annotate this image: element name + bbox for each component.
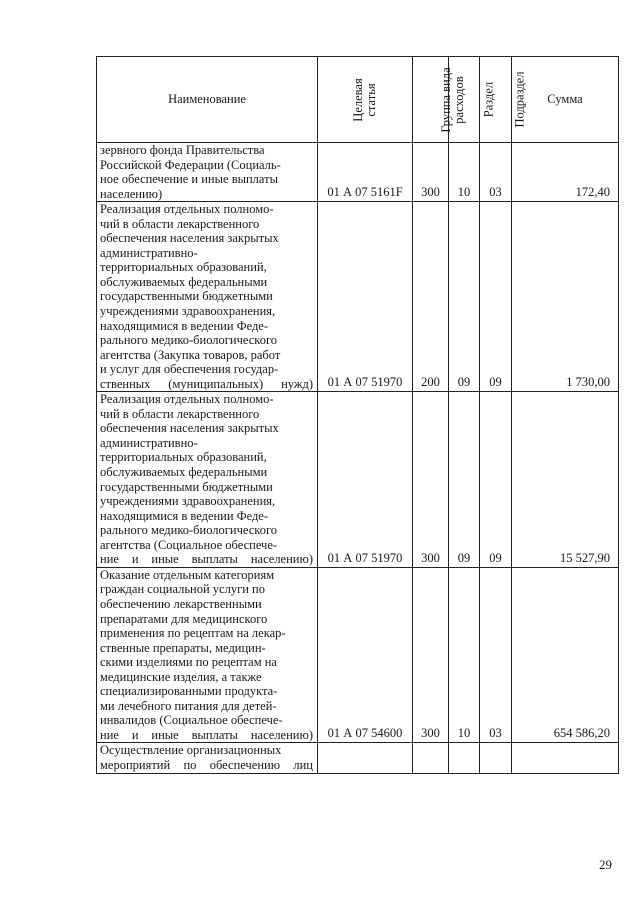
cell-subsection [480,743,512,773]
cell-section: 10 [449,143,480,202]
cell-subsection: 03 [480,143,512,202]
table-row [97,143,619,202]
cell-section: 09 [449,392,480,568]
name-line: находящимися в ведении Феде- [100,508,269,523]
name-line: административно- [100,245,198,260]
name-line: мероприятий по обеспечению лиц [100,757,313,772]
cell-expense-group [413,743,449,773]
name-line: Российской Федерации (Социаль- [100,157,281,172]
name-line: Реализация отдельных полномо- [100,202,274,217]
cell-section: 09 [449,202,480,392]
name-line: применения по рецептам на лекар- [100,626,286,641]
row-name [97,567,318,743]
cell-sum: 15 527,90 [512,392,619,568]
name-line: учреждениями здравоохранения, [100,304,276,319]
name-line: агентства (Закупка товаров, работ [100,347,281,362]
name-line: чий в области лекарственного [100,406,260,421]
header-name: Наименование [97,57,318,143]
name-line: обслуживаемых федеральными [100,274,268,289]
name-line: агентства (Социальное обеспече- [100,537,278,552]
name-line: государственными бюджетными [100,479,273,494]
cell-sum: 654 586,20 [512,567,619,743]
header-section: Раздел [449,57,480,143]
name-line: рального медико-биологического [100,333,278,348]
name-line: Оказание отдельным категориям [100,567,275,582]
name-line: инвалидов (Социальное обеспече- [100,713,283,728]
table-header-row [97,57,619,143]
cell-expense-group: 300 [413,392,449,568]
name-line: обеспечения населения закрытых [100,421,279,436]
name-line: ми лечебного питания для детей- [100,698,277,713]
name-line: препаратами для медицинского [100,611,268,626]
page-number: 29 [599,857,612,872]
cell-sum: 172,40 [512,143,619,202]
table-row [97,567,619,743]
cell-expense-group: 300 [413,567,449,743]
name-line: ственных (муниципальных) нужд) [100,376,313,391]
table-row [97,743,619,773]
cell-expense-group: 200 [413,202,449,392]
name-line: скими изделиями по рецептам на [100,655,277,670]
name-line: учреждениями здравоохранения, [100,494,276,509]
name-line: территориальных образований, [100,260,267,275]
cell-target-article [318,743,413,773]
header-target-article: Целевая статья [318,57,413,143]
cell-sum [512,743,619,773]
header-subsection: Подраздел [480,57,512,143]
name-line: населению) [100,186,163,201]
cell-expense-group: 300 [413,143,449,202]
cell-subsection: 09 [480,392,512,568]
row-name [97,202,318,392]
header-sum: Сумма [512,57,619,143]
name-line: Реализация отдельных полномо- [100,392,274,407]
name-line: обеспечению лекарственными [100,596,262,611]
name-line: ное обеспечение и иные выплаты [100,172,279,187]
cell-target-article: 01 А 07 51970 [318,202,413,392]
name-line: зервного фонда Правительства [100,143,265,157]
name-line: находящимися в ведении Феде- [100,318,269,333]
cell-section: 10 [449,567,480,743]
row-name [97,392,318,568]
name-line: ние и иные выплаты населению) [100,727,313,742]
table-row [97,392,619,568]
name-line: обеспечения населения закрытых [100,231,279,246]
cell-target-article: 01 А 07 51970 [318,392,413,568]
name-line: ние и иные выплаты населению) [100,552,313,567]
name-line: административно- [100,435,198,450]
cell-subsection: 09 [480,202,512,392]
row-name [97,143,318,202]
table-row [97,202,619,392]
header-expense-group: Группа вида расходов [413,57,449,143]
cell-target-article: 01 А 07 5161F [318,143,413,202]
name-line: Осуществление организационных [100,743,282,758]
cell-sum: 1 730,00 [512,202,619,392]
budget-table [96,56,619,774]
cell-target-article: 01 А 07 54600 [318,567,413,743]
name-line: чий в области лекарственного [100,216,260,231]
name-line: и услуг для обеспечения государ- [100,362,279,377]
name-line: ственные препараты, медицин- [100,640,266,655]
name-line: рального медико-биологического [100,523,278,538]
row-name [97,743,318,773]
name-line: территориальных образований, [100,450,267,465]
cell-section [449,743,480,773]
name-line: обслуживаемых федеральными [100,465,268,480]
name-line: медицинские изделия, а также [100,669,262,684]
name-line: специализированными продукта- [100,684,278,699]
name-line: граждан социальной услуги по [100,582,265,597]
cell-subsection: 03 [480,567,512,743]
name-line: государственными бюджетными [100,289,273,304]
